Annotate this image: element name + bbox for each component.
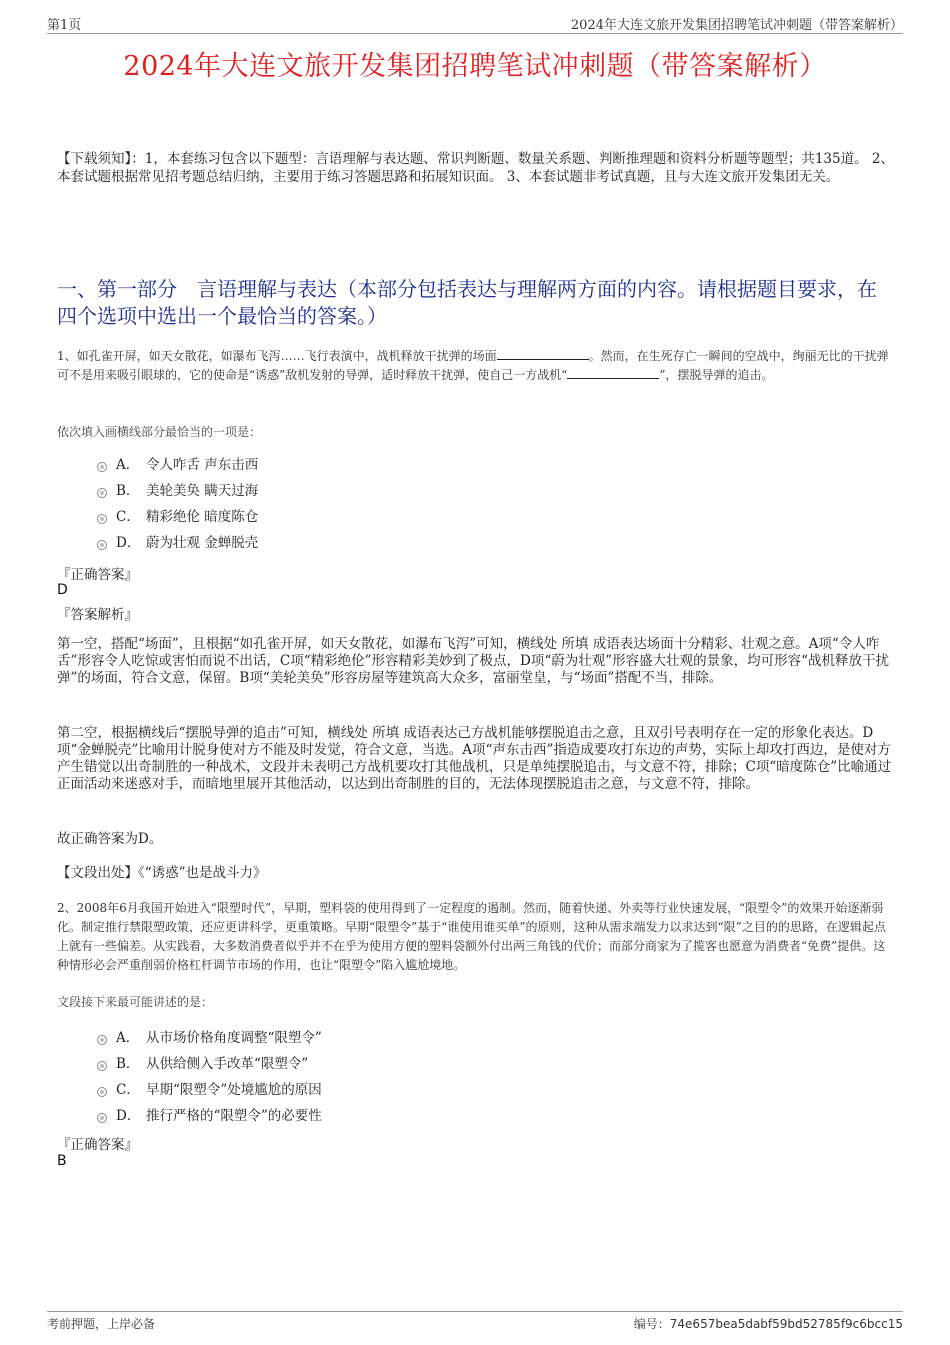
document-code: 编号：74e657bea5dabf59bd52785f9c6bcc15 [633, 1317, 903, 1331]
analysis-paragraph-1: 第一空，搭配“场面”，且根据“如孔雀开屏，如天女散花，如瀑布飞泻”可知，横线处 所填 成语表达场面十分精彩、壮观之意。A项“令人咋舌”形容令人吃惊或害怕而说不出话，C项“精彩绝伦”形容精彩美妙到了极点，D项“蔚为壮观”形容盛大壮观的景象，均可形容“战机释放干扰弹”的场面，符合文意，保留。B项“美轮美奂”形容房屋等建筑高大众多，富丽堂皇，与“场面”搭配不当，排除。 [57, 636, 890, 686]
analysis-paragraph-2: 第二空，根据横线后“摆脱导弹的追击”可知，横线处 所填 成语表达己方战机能够摆脱追击之意，且双引号表明存在一定的形象化表达。D项“金蝉脱壳”比喻用计脱身使对方不能及时发觉，符合文意，当选。A项“声东击西”指造成要攻打东边的声势，实际上却攻打西边，是使对方产生错觉以出奇制胜的一种战术，文段并未表明己方战机要攻打其他战机，只是单纯摆脱追击，与文意不符，排除；C项“暗度陈仓”比喻通过正面活动来迷惑对手，而暗地里展开其他活动，以达到出奇制胜的目的，无法体现摆脱追击之意，与文意不符，排除。 [57, 725, 892, 792]
header-doc-title: 2024年大连文旅开发集团招聘笔试冲刺题（带答案解析） [570, 18, 903, 33]
section-heading: 一、第一部分 言语理解与表达（本部分包括表达与理解两方面的内容。请根据题目要求，在四个选项中选出一个最恰当的答案。） [57, 277, 877, 328]
radio-icon[interactable] [97, 1113, 107, 1123]
question-2-text: 2、2008年6月我国开始进入“限塑时代”，早期，塑料袋的使用得到了一定程度的遏制。然而，随着快递、外卖等行业快速发展，“限塑令”的效果开始逐渐弱化。制定推行禁限塑政策，还应更讲科学，更重策略。早期“限塑令”基于“谁使用谁买单”的原则，这种从需求端发力以求达到“限”之目的的思路，在逻辑起点上就有一些偏差。从实践看，大多数消费者似乎并不在乎为使用方便的塑料袋额外付出两三角钱的代价；而部分商家为了揽客也愿意为消费者“免费”提供。这种情形必会严重削弱价格杠杆调节市场的作用，也让“限塑令”陷入尴尬境地。 [57, 901, 886, 972]
option-d[interactable]: D． 蔚为壮观 金蝉脱壳 [97, 530, 258, 556]
option-c[interactable]: C． 早期“限塑令”处境尴尬的原因 [97, 1077, 322, 1103]
download-notice: 【下载须知】：1，本套练习包含以下题型：言语理解与表达题、常识判断题、数量关系题、判断推理题和资料分析题等题型；共135道。 2、本套试题根据常见招考题总结归纳，主要用于练习答题思路和拓展知识面。 3、本套试题非考试真题，且与大连文旅开发集团无关。 [57, 151, 894, 185]
radio-icon[interactable] [97, 1035, 107, 1045]
analysis-label: 『答案解析』 [57, 607, 138, 623]
option-b[interactable]: B． 从供给侧入手改革“限塑令” [97, 1051, 322, 1077]
correct-answer: B [57, 1153, 67, 1169]
question-1-options [97, 452, 258, 556]
radio-icon[interactable] [97, 488, 107, 498]
page-title: 2024年大连文旅开发集团招聘笔试冲刺题（带答案解析） [123, 51, 827, 82]
question-2-prompt: 文段接下来最可能讲述的是： [57, 995, 214, 1009]
analysis-conclusion: 故正确答案为D。 [57, 831, 163, 847]
option-a[interactable]: A． 从市场价格角度调整“限塑令” [97, 1025, 322, 1051]
radio-icon[interactable] [97, 514, 107, 524]
answer-blank-1 [497, 347, 589, 360]
option-c[interactable]: C． 精彩绝伦 暗度陈仓 [97, 504, 258, 530]
answer-blank-2 [567, 366, 659, 379]
option-b[interactable]: B． 美轮美奂 瞒天过海 [97, 478, 258, 504]
header-divider [47, 33, 903, 34]
question-1-prompt: 依次填入画横线部分最恰当的一项是： [57, 425, 262, 439]
question-1-text: 1、如孔雀开屏，如天女散花，如瀑布飞泻……飞行表演中，战机释放干扰弹的场面 。然而，在生死存亡一瞬间的空战中，绚丽无比的干扰弹可不是用来吸引眼球的，它的使命是“诱惑”敌机发射的导弹，适时释放干扰弹，使自己一方战机“ ”，摆脱导弹的追击。 [57, 349, 889, 382]
correct-answer-label: 『正确答案』 [57, 567, 138, 583]
radio-icon[interactable] [97, 462, 107, 472]
footer-divider [47, 1311, 903, 1312]
radio-icon[interactable] [97, 540, 107, 550]
radio-icon[interactable] [97, 1087, 107, 1097]
radio-icon[interactable] [97, 1061, 107, 1071]
source-citation: 【文段出处】《“诱惑”也是战斗力》 [57, 865, 267, 881]
question-2-options [97, 1025, 322, 1129]
correct-answer-label: 『正确答案』 [57, 1137, 138, 1153]
option-d[interactable]: D． 推行严格的“限塑令”的必要性 [97, 1103, 322, 1129]
footer-slogan: 考前押题，上岸必备 [47, 1317, 156, 1331]
option-a[interactable]: A． 令人咋舌 声东击西 [97, 452, 258, 478]
correct-answer: D [57, 582, 68, 598]
page-number: 第1页 [47, 18, 82, 33]
